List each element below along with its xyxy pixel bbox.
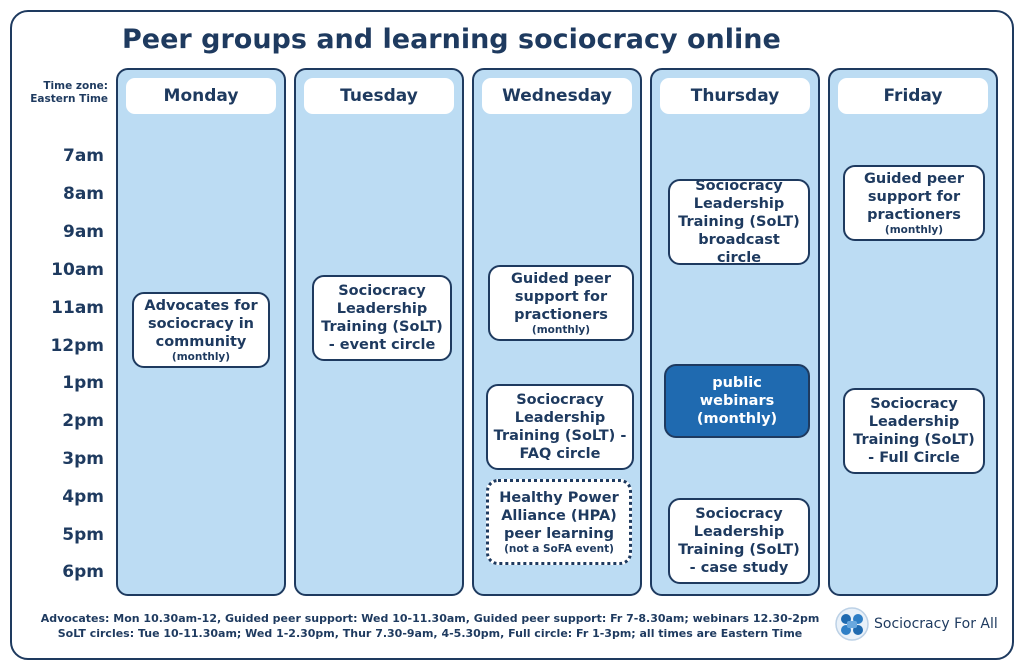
event-guided-peer-support[interactable] (488, 265, 634, 341)
event-title: Guided peer support for practioners (510, 271, 612, 323)
event-title: public webinars (monthly) (696, 375, 778, 427)
timezone-label (22, 80, 108, 106)
schedule-footnote (40, 611, 820, 641)
event-hpa-peer-learning[interactable] (486, 479, 632, 565)
day-column-wednesday (472, 68, 642, 596)
event-note: (monthly) (531, 324, 591, 336)
event-advocates[interactable] (132, 292, 270, 368)
sofa-logo[interactable] (834, 606, 998, 642)
day-header-wednesday: Wednesday (482, 78, 632, 114)
time-label: 7am (62, 146, 104, 166)
time-label: 2pm (62, 411, 104, 431)
time-label: 5pm (62, 525, 104, 545)
event-solt-faq-circle[interactable] (486, 384, 634, 470)
timezone-line2: Eastern Time (30, 93, 108, 105)
event-note: (not a SoFA event) (504, 543, 614, 555)
event-title: Guided peer support for practioners (863, 171, 965, 223)
time-label: 8am (62, 184, 104, 204)
event-guided-peer-support-friday[interactable] (843, 165, 985, 241)
event-solt-case-study[interactable] (668, 498, 810, 584)
time-label: 10am (51, 260, 104, 280)
page-title: Peer groups and learning sociocracy online (122, 24, 781, 55)
time-label: 1pm (62, 373, 104, 393)
time-label: 3pm (62, 449, 104, 469)
event-note: (monthly) (171, 351, 231, 363)
event-public-webinars[interactable] (664, 364, 810, 438)
event-solt-event-circle[interactable] (312, 275, 452, 361)
event-title: Advocates for sociocracy in community (144, 298, 258, 350)
sofa-logo-icon (834, 606, 870, 642)
day-header-monday: Monday (126, 78, 276, 114)
event-solt-broadcast-circle[interactable] (668, 179, 810, 265)
day-column-thursday (650, 68, 820, 596)
event-title: Sociocracy Leadership Training (SoLT) - FAQ circle (493, 392, 627, 462)
day-column-tuesday (294, 68, 464, 596)
footnote-line2: SoLT circles: Tue 10-11.30am; Wed 1-2.30pm, Thur 7.30-9am, 4-5.30pm, Full circle: Fr 1-3pm; all times are Eastern Time (57, 627, 803, 640)
timezone-line1: Time zone: (43, 80, 108, 92)
day-column-friday (828, 68, 998, 596)
event-title: Sociocracy Leadership Training (SoLT) broadcast circle (678, 178, 800, 266)
time-label: 6pm (62, 562, 104, 582)
time-label: 11am (51, 298, 104, 318)
event-title: Sociocracy Leadership Training (SoLT) - case study (678, 506, 800, 576)
event-title: Sociocracy Leadership Training (SoLT) - event circle (321, 283, 443, 353)
day-header-tuesday: Tuesday (304, 78, 454, 114)
logo-text: Sociocracy For All (874, 616, 998, 632)
time-label: 9am (62, 222, 104, 242)
event-title: Healthy Power Alliance (HPA) peer learning (499, 490, 619, 542)
event-note: (monthly) (884, 224, 944, 236)
event-solt-full-circle[interactable] (843, 388, 985, 474)
day-header-thursday: Thursday (660, 78, 810, 114)
time-label: 4pm (62, 487, 104, 507)
day-header-friday: Friday (838, 78, 988, 114)
event-title: Sociocracy Leadership Training (SoLT) - Full Circle (853, 396, 975, 466)
day-column-monday (116, 68, 286, 596)
time-label: 12pm (50, 336, 104, 356)
footnote-line1: Advocates: Mon 10.30am-12, Guided peer support: Wed 10-11.30am, Guided peer support: Fr 7-8.30am; webinars 12.30-2pm (40, 612, 820, 625)
